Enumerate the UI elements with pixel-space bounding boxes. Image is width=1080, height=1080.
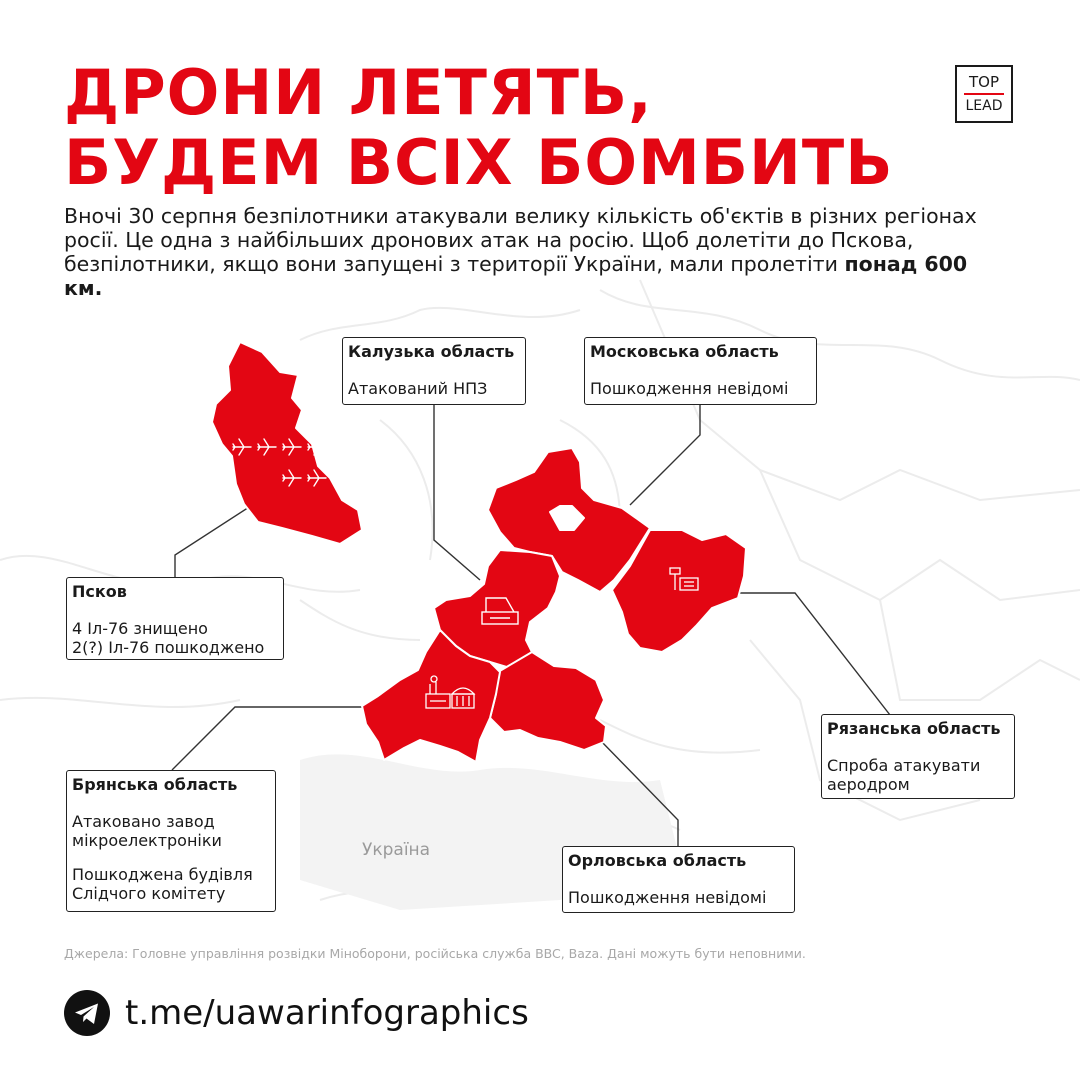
intro-text: Вночі 30 серпня безпілотники атакували велику кількість об'єктів в різних регіонах росії. Це одна з найбільших дронових атак на росію. Щоб долетіти до Пскова, безпілотники, якщо вони запущені з території України, мали пролетіти [64,204,977,276]
connector-bryansk [172,707,365,770]
card-kaluga [342,337,526,405]
card-bryansk-name: Брянська область [72,775,238,794]
card-kaluga-name: Калузька область [348,342,515,361]
logo-top-text: TOP [968,73,999,91]
logo-bottom-text: LEAD [965,98,1003,114]
telegram-glyph [64,990,110,1036]
card-ryazan [821,714,1015,799]
telegram-link[interactable]: t.me/uawarinfographics [125,993,529,1033]
card-pskov-line-1: 4 Іл-76 знищено [72,619,208,638]
card-ryazan-line-2: аеродром [827,775,910,794]
card-pskov-name: Псков [72,582,127,601]
map-label-ukraine: Україна [362,840,431,860]
card-pskov [66,577,284,660]
title-line-1: ДРОНИ ЛЕТЯТЬ, [64,56,653,129]
card-moscow [584,337,817,405]
card-ryazan-line-1: Спроба атакувати [827,756,981,775]
source-note: Джерела: Головне управління розвідки Міноборони, російська служба BBC, Baza. Дані можуть бути неповними. [64,946,806,961]
card-bryansk-line-1: Атаковано завод [72,812,215,831]
card-oryol-name: Орловська область [568,851,747,870]
region-pskov [212,342,362,544]
card-kaluga-line-1: Атакований НПЗ [348,379,488,398]
card-oryol-line-1: Пошкодження невідомі [568,888,767,907]
card-oryol [562,846,795,913]
card-bryansk-line-4: Слідчого комітету [72,884,226,903]
card-pskov-line-2: 2(?) Іл-76 пошкоджено [72,638,265,657]
card-bryansk-line-3: Пошкоджена будівля [72,865,253,884]
connector-ryazan [740,593,890,715]
connector-moscow [630,405,700,505]
connector-pskov [175,500,260,578]
card-ryazan-name: Рязанська область [827,719,1001,738]
title-line-2: БУДЕМ ВСІХ БОМБИТЬ [64,126,894,199]
telegram-icon[interactable] [64,990,110,1036]
card-moscow-name: Московська область [590,342,779,361]
intro-highlight: понад 600 км. [64,252,968,300]
card-moscow-line-1: Пошкодження невідомі [590,379,789,398]
card-bryansk-line-2: мікроелектроніки [72,831,222,850]
region-oryol [490,652,606,750]
card-bryansk-gap [72,850,270,865]
card-bryansk [66,770,276,912]
connector-oryol [600,740,678,846]
connector-kaluga [434,405,480,580]
